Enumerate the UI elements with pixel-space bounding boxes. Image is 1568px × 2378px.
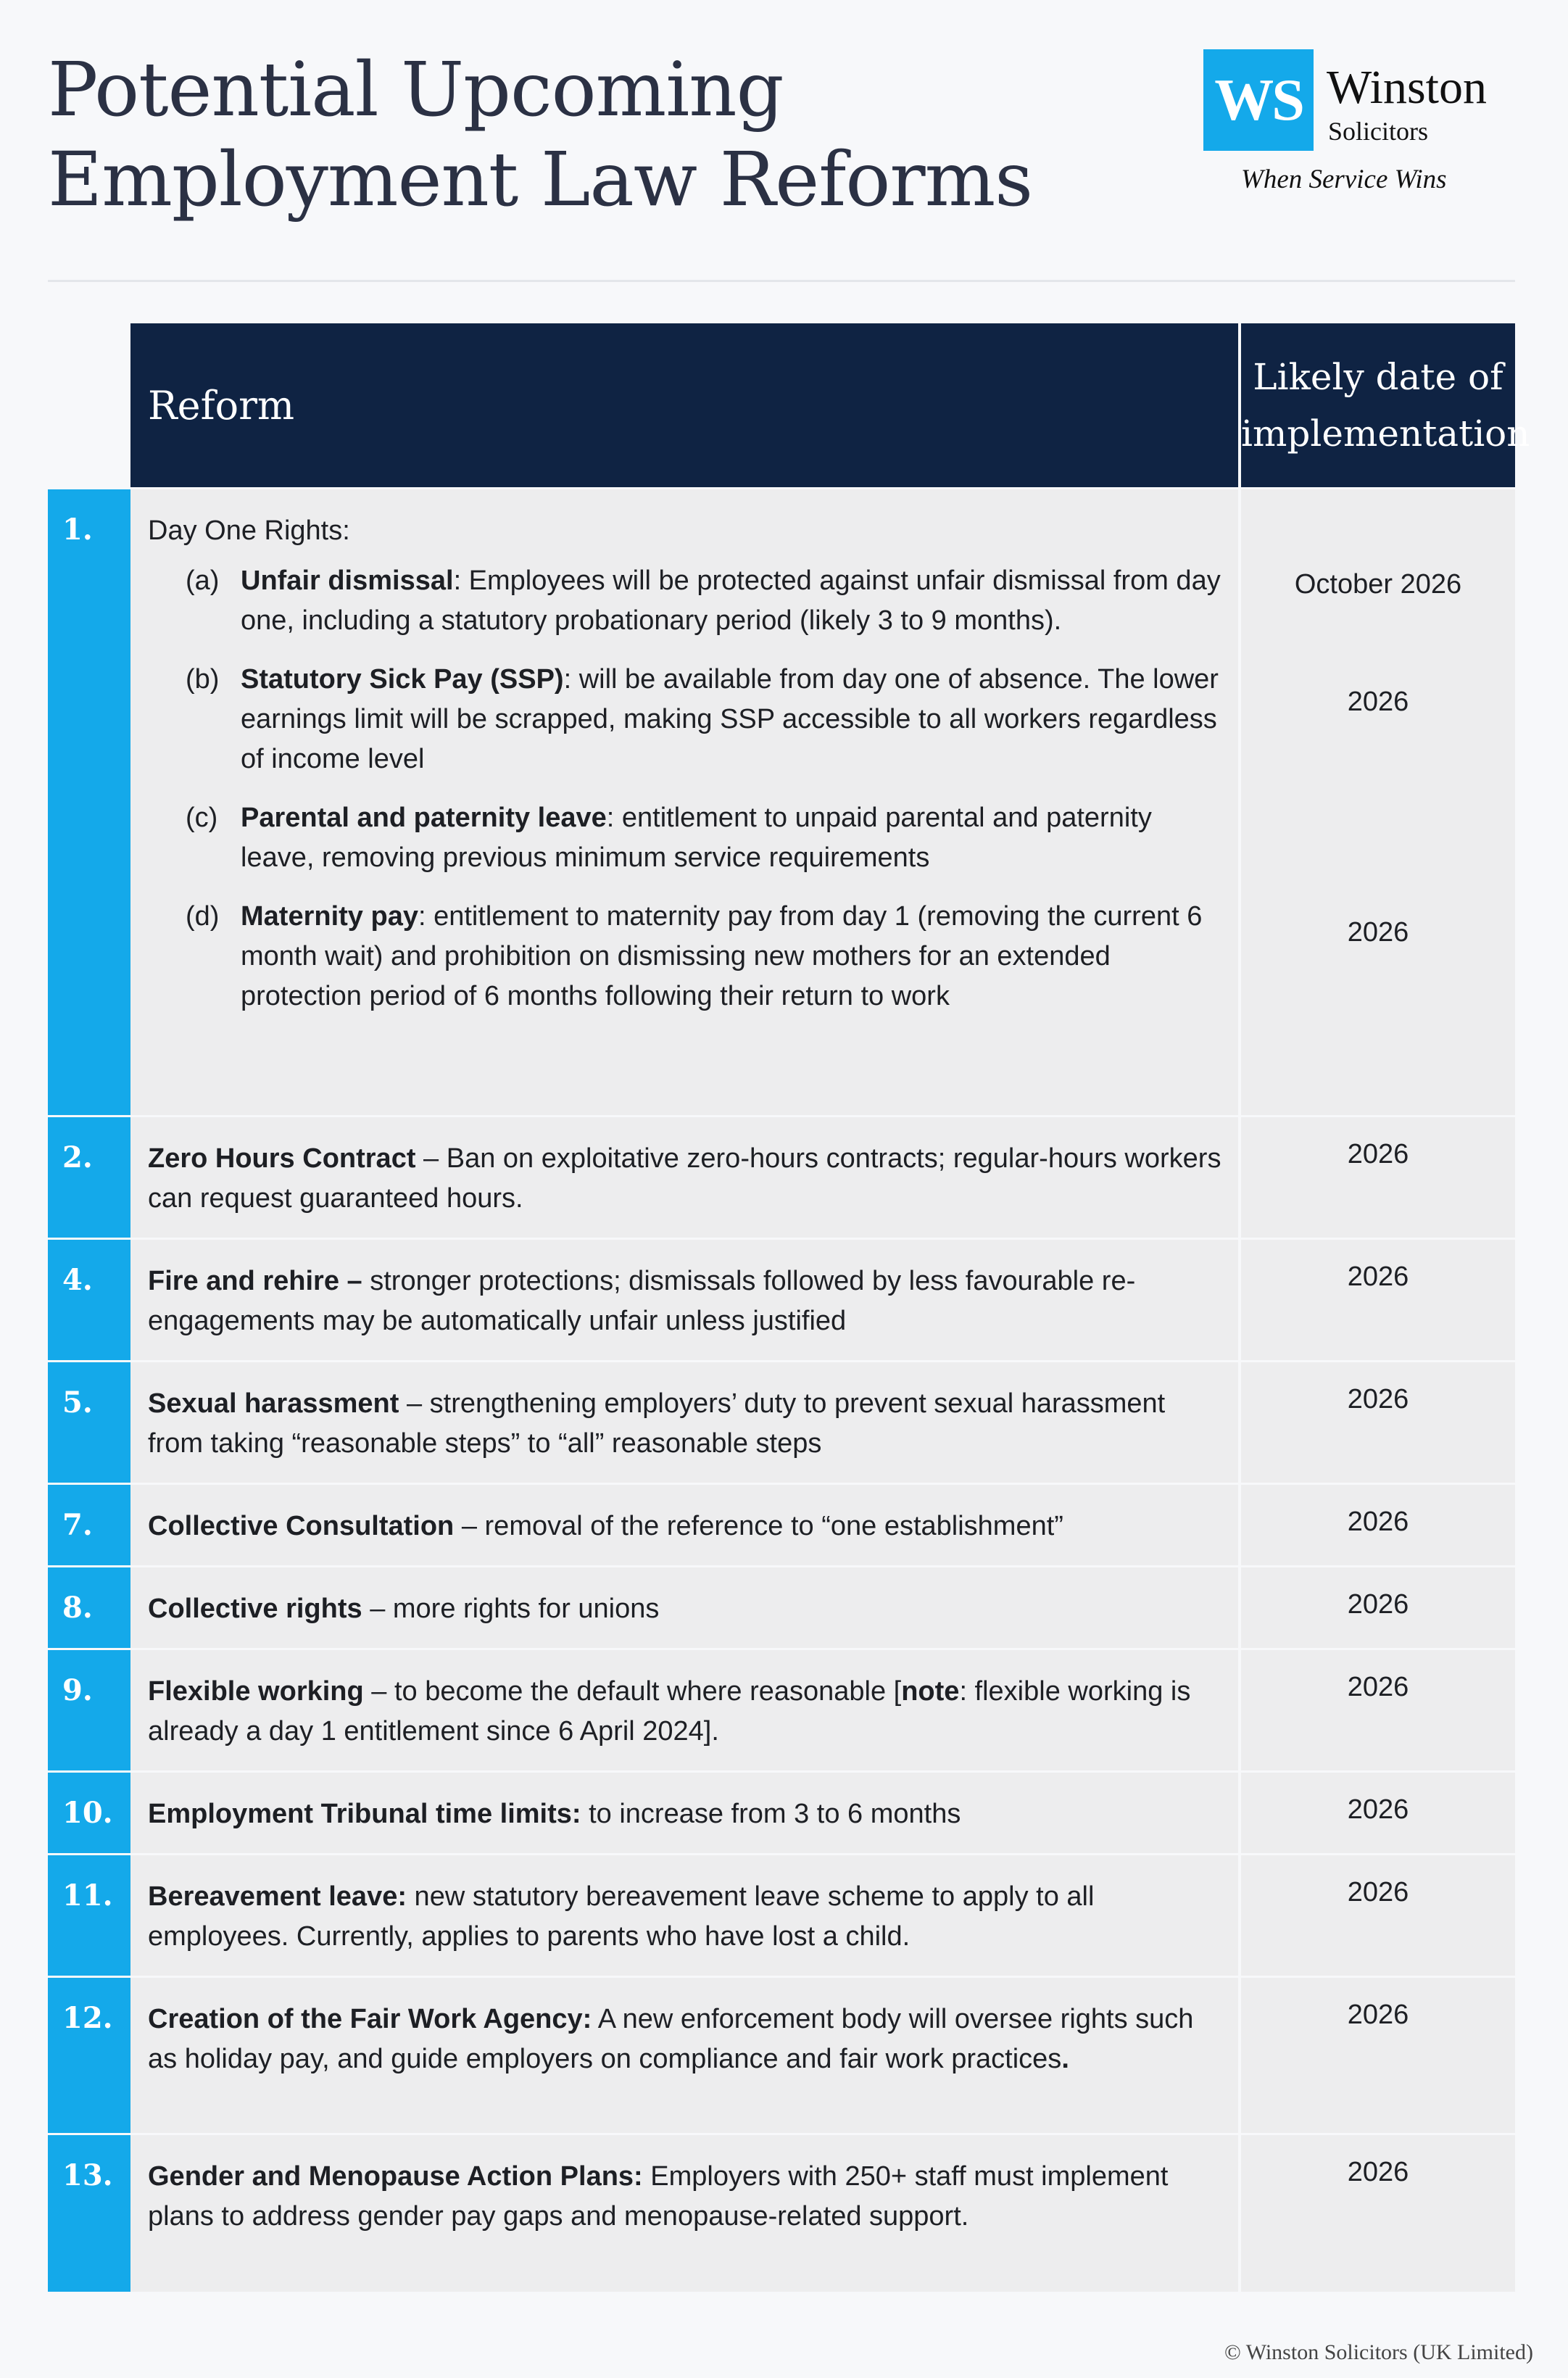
list-item [148,660,1224,779]
sub-term: Unfair dismissal [241,566,454,596]
sub-label: (a) [186,566,220,596]
row-reform [130,1855,1240,1977]
row-date: 2026 [1240,2134,1515,2292]
header-divider [48,280,1515,282]
sub-label: (b) [186,664,220,695]
row-term: Flexible working [148,1676,364,1707]
row-number: 2. [48,1116,130,1239]
row-number: 8. [48,1567,130,1649]
page-title-line1: Potential Upcoming [48,46,784,133]
row-number: 12. [48,1977,130,2134]
sub-label: (c) [186,803,218,833]
row-term: Fire and rehire – [148,1266,362,1296]
table-row [48,1772,1515,1855]
row-reform [130,1116,1240,1239]
row-note: note [901,1676,960,1707]
list-item [148,897,1224,1016]
row-number: 4. [48,1239,130,1362]
table-row [48,1239,1515,1362]
row-desc: to increase from 3 to 6 months [581,1799,961,1829]
row-reform [130,1239,1240,1362]
row-desc: – Ban on exploitative zero-hours contracts; regular-hours workers can request guaranteed hours. [148,1143,1221,1214]
day-one-list [148,561,1224,1016]
row-term: Creation of the Fair Work Agency: [148,2004,592,2034]
header-date-line2: implementation [1241,413,1530,455]
row-number: 7. [48,1484,130,1567]
row-date: 2026 [1240,1649,1515,1772]
table-row [48,1484,1515,1567]
table-header-row [48,323,1515,489]
row-term: Bereavement leave: [148,1881,407,1912]
row-desc-end: . [1061,2044,1069,2074]
sub-desc: : entitlement to maternity pay from day 1 (removing the current 6 month wait) and prohibition on dismissing new mothers for an extended protection period of 6 months following their return to work [241,901,1203,1011]
row-date: 2026 [1240,1567,1515,1649]
sub-desc: : Employees will be protected against unfair dismissal from day one, including a statutory probationary period (likely 3 to 9 months). [241,566,1221,636]
table-row [48,1855,1515,1977]
row-desc-b: : flexible working is already a day 1 entitlement since 6 April 2024]. [148,1676,1191,1747]
row-term: Employment Tribunal time limits: [148,1799,581,1829]
table-row [48,2134,1515,2292]
row-term: Collective Consultation [148,1511,455,1541]
row-term: Gender and Menopause Action Plans: [148,2161,643,2192]
logo-sub: Solicitors [1328,117,1429,146]
row-reform [130,1977,1240,2134]
page-title [48,45,1063,225]
row-date: 2026 [1240,1362,1515,1484]
day-one-intro: Day One Rights: [148,515,350,546]
row-reform [130,1649,1240,1772]
date-cd: 2026 [1347,917,1409,948]
row-term: Zero Hours Contract [148,1143,416,1174]
sub-term: Maternity pay [241,901,418,932]
row-date: 2026 [1240,1772,1515,1855]
row-desc: – more rights for unions [362,1594,660,1624]
row-reform [130,2134,1240,2292]
header-blank [48,323,130,489]
row-date: 2026 [1240,1116,1515,1239]
row-number: 13. [48,2134,130,2292]
row-desc: – strengthening employers’ duty to prevent sexual harassment from taking “reasonable steps” to “all” reasonable steps [148,1388,1166,1459]
sub-desc: : will be available from day one of absence. The lower earnings limit will be scrapped, making SSP accessible to all workers regardless of income level [241,664,1219,774]
reforms-table [48,323,1530,2292]
sub-term: Parental and paternity leave [241,803,607,833]
table-row [48,1977,1515,2134]
date-a: October 2026 [1294,569,1462,600]
row-desc: new statutory bereavement leave scheme to apply to all employees. Currently, applies to parents who have lost a child. [148,1881,1095,1952]
page-title-line2: Employment Law Reforms [48,136,1033,223]
row-reform [130,1362,1240,1484]
row-desc-a: – to become the default where reasonable [ [363,1676,902,1707]
row-reform [130,1567,1240,1649]
row-date [1240,489,1515,1116]
table-row [48,1362,1515,1484]
table-row [48,1116,1515,1239]
header-date-line1: Likely date of [1253,356,1503,398]
row-number: 5. [48,1362,130,1484]
row-number: 9. [48,1649,130,1772]
row-date: 2026 [1240,1855,1515,1977]
row-term: Collective rights [148,1594,362,1624]
sub-desc: : entitlement to unpaid parental and paternity leave, removing previous minimum service requirements [241,803,1152,873]
copyright-footer: © Winston Solicitors (UK Limited) [1224,2340,1533,2364]
row-date: 2026 [1240,1977,1515,2134]
sub-label: (d) [186,901,220,932]
row-reform [130,1484,1240,1567]
table-row [48,489,1515,1116]
list-item [148,798,1224,878]
logo-name: Winston [1327,61,1488,114]
table-row [48,1567,1515,1649]
row-reform [130,1772,1240,1855]
ws-logo-icon: WS [1203,49,1314,151]
winston-logo [1203,49,1522,202]
row-desc: stronger protections; dismissals followed by less favourable re-engagements may be automatically unfair unless justified [148,1266,1136,1336]
row-reform [130,489,1240,1116]
row-number: 1. [48,489,130,1116]
logo-tagline: When Service Wins [1241,165,1447,194]
date-b: 2026 [1347,687,1409,717]
list-item [148,561,1224,641]
row-desc: Employers with 250+ staff must implement plans to address gender pay gaps and menopause-related support. [148,2161,1169,2232]
row-number: 10. [48,1772,130,1855]
row-number: 11. [48,1855,130,1977]
row-desc: A new enforcement body will oversee rights such as holiday pay, and guide employers on compliance and fair work practices [148,2004,1194,2074]
row-term: Sexual harassment [148,1388,399,1419]
row-date: 2026 [1240,1239,1515,1362]
header-date [1240,323,1530,489]
header-reform: Reform [130,323,1240,489]
row-date: 2026 [1240,1484,1515,1567]
row-desc: – removal of the reference to “one establishment” [454,1511,1063,1541]
table-row [48,1649,1515,1772]
sub-term: Statutory Sick Pay (SSP) [241,664,564,695]
